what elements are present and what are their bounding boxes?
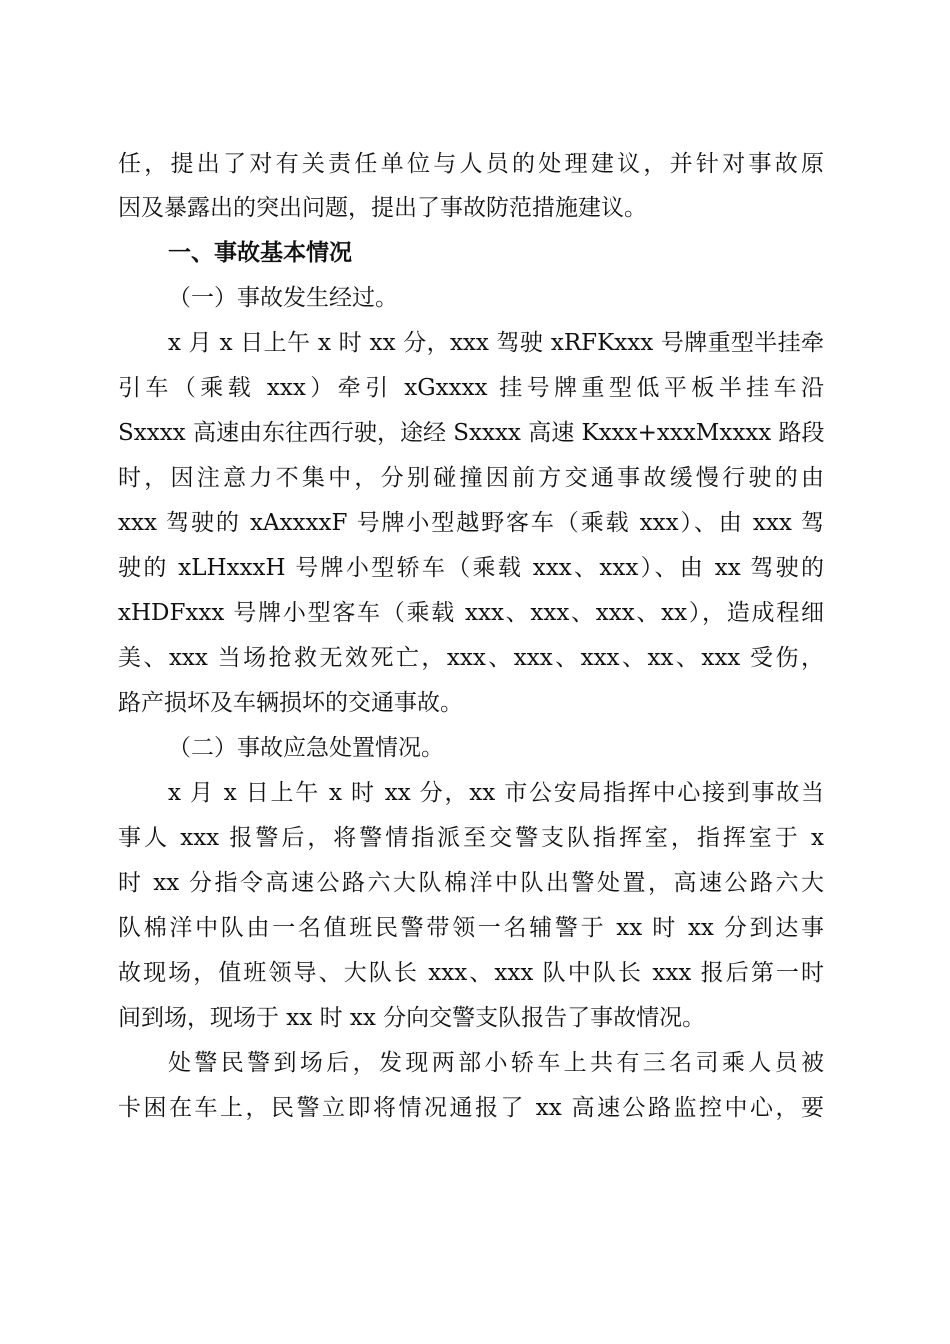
subsection-heading: （二）事故应急处置情况。 [168,735,444,761]
paragraph-line: 驶的 xLHxxxH 号牌小型轿车（乘载 xxx、xxx）、由 xx 驾驶的 [118,555,824,581]
paragraph-line: 事人 xxx 报警后，将警情指派至交警支队指挥室，指挥室于 x [118,825,824,851]
paragraph-line: 路产损坏及车辆损坏的交通事故。 [118,690,463,716]
paragraph-line: xHDFxxx 号牌小型客车（乘载 xxx、xxx、xxx、xx），造成程细 [118,600,824,626]
paragraph-line: x 月 x 日上午 x 时 xx 分，xxx 驾驶 xRFKxxx 号牌重型半挂牵 [168,330,824,356]
paragraph-line: Sxxxx 高速由东往西行驶，途经 Sxxxx 高速 Kxxx+xxxMxxxx 路段 [118,420,825,446]
paragraph-line: 引车（乘载 xxx）牵引 xGxxxx 挂号牌重型低平板半挂车沿 [118,375,824,401]
paragraph-line: 处警民警到场后，发现两部小轿车上共有三名司乘人员被 [168,1050,824,1076]
paragraph-line: 任，提出了对有关责任单位与人员的处理建议，并针对事故原 [118,151,824,177]
paragraph-line: 因及暴露出的突出问题，提出了事故防范措施建议。 [118,195,647,221]
paragraph-line: xxx 驾驶的 xAxxxxF 号牌小型越野客车（乘载 xxx）、由 xxx 驾 [118,510,824,536]
section-heading: 一、事故基本情况 [168,240,352,266]
subsection-heading: （一）事故发生经过。 [168,285,398,311]
paragraph-line: 时，因注意力不集中，分别碰撞因前方交通事故缓慢行驶的由 [118,465,824,491]
paragraph-line: 时 xx 分指令高速公路六大队棉洋中队出警处置，高速公路六大 [118,870,824,896]
paragraph-line: 故现场，值班领导、大队长 xxx、xxx 队中队长 xxx 报后第一时 [118,960,824,986]
paragraph-line: 队棉洋中队由一名值班民警带领一名辅警于 xx 时 xx 分到达事 [118,915,824,941]
paragraph-line: x 月 x 日上午 x 时 xx 分，xx 市公安局指挥中心接到事故当 [168,780,824,806]
paragraph-line: 美、xxx 当场抢救无效死亡，xxx、xxx、xxx、xx、xxx 受伤， [118,645,824,671]
paragraph-line: 间到场，现场于 xx 时 xx 分向交警支队报告了事故情况。 [118,1005,706,1031]
paragraph-line: 卡困在车上，民警立即将情况通报了 xx 高速公路监控中心，要 [118,1095,824,1121]
